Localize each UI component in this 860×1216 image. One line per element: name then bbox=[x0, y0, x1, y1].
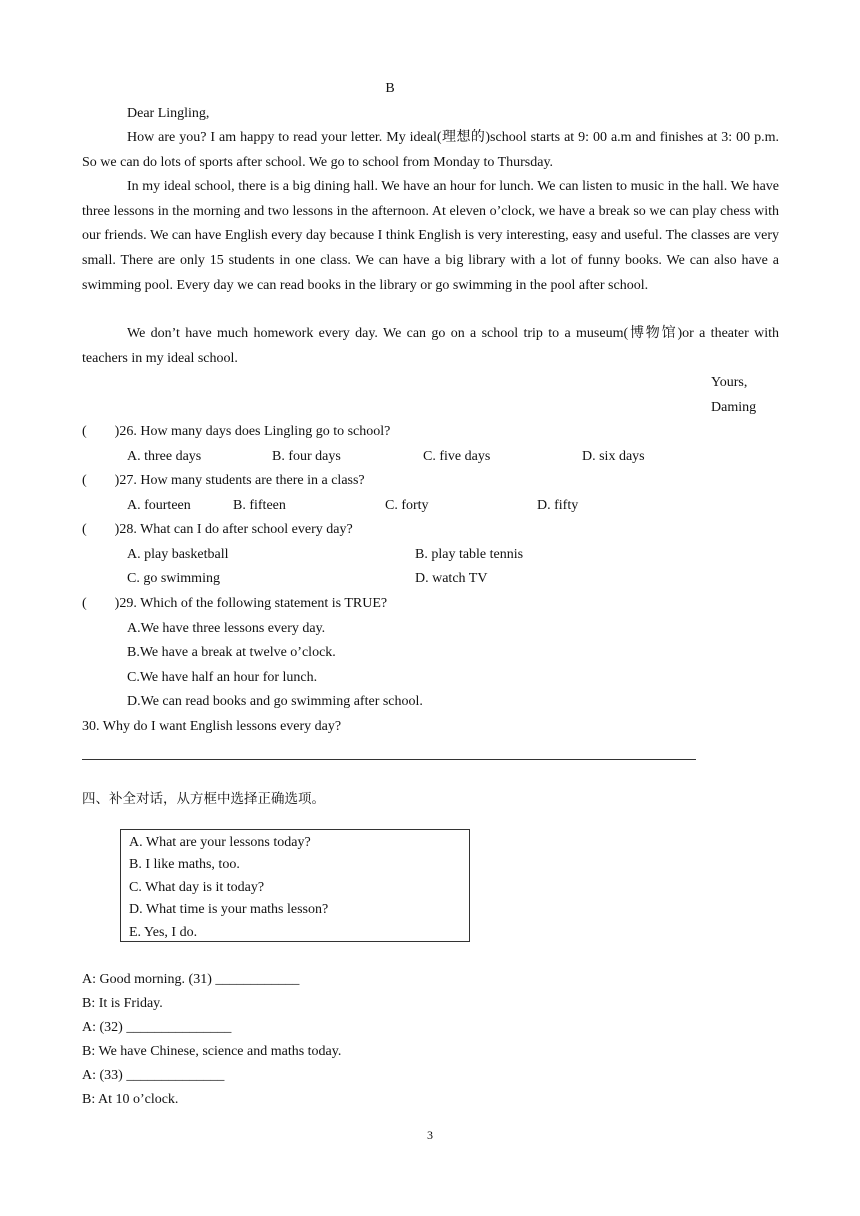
question-text: 29. Which of the following statement is TRUE? bbox=[119, 596, 388, 611]
box-item-e: E. Yes, I do. bbox=[129, 924, 198, 940]
box-item-a: A. What are your lessons today? bbox=[129, 835, 311, 850]
option-26-b: B. four days bbox=[272, 449, 341, 464]
option-29-a: A.We have three lessons every day. bbox=[127, 621, 326, 636]
options-box bbox=[120, 829, 470, 942]
option-27-c: C. forty bbox=[385, 498, 429, 513]
answer-bracket[interactable]: ( ) bbox=[82, 473, 120, 488]
option-27-b: B. fifteen bbox=[233, 498, 286, 513]
box-item-c: C. What day is it today? bbox=[129, 879, 265, 895]
dialogue-line-2: B: It is Friday. bbox=[82, 996, 163, 1011]
section-4-title: 四、补全对话，从方框中选择正确选项。 bbox=[82, 791, 325, 807]
letter-paragraph-3: We don’t have much homework every day. We can go on a school trip to a museum(博物馆)or a theater with teachers in my ideal school. bbox=[82, 326, 779, 366]
option-26-a: A. three days bbox=[127, 449, 202, 464]
option-27-a: A. fourteen bbox=[127, 498, 191, 513]
letter-paragraph-1: How are you? I am happy to read your letter. My ideal(理想的)school starts at 9: 00 a.m and finishes at 3: 00 p.m. So we can do lots of sports after school. We go to school from Monday to Thursday. bbox=[82, 130, 779, 170]
option-29-b: B.We have a break at twelve o’clock. bbox=[127, 645, 336, 660]
answer-bracket[interactable]: ( ) bbox=[82, 424, 120, 439]
option-29-d: D.We can read books and go swimming after school. bbox=[127, 694, 423, 709]
option-29-c: C.We have half an hour for lunch. bbox=[127, 670, 318, 685]
answer-bracket[interactable]: ( ) bbox=[82, 522, 120, 537]
option-28-d: D. watch TV bbox=[415, 571, 488, 586]
letter-closing: Yours, bbox=[711, 375, 748, 390]
question-text: 28. What can I do after school every day? bbox=[119, 522, 353, 537]
letter-paragraph-2: In my ideal school, there is a big dining hall. We have an hour for lunch. We can listen to music in the hall. We have three lessons in the morning and two lessons in the afternoon. At eleven o’clock, we have a break so we can play chess with our friends. We can have English every day because I think English is very interesting, easy and useful. The classes are very small. There are only 15 students in one class. We can have a big library with a lot of funny books. We can also have a swimming pool. Every day we can read books in the library or go swimming in the pool after school. bbox=[82, 179, 779, 293]
answer-line-30[interactable] bbox=[82, 759, 696, 760]
option-26-c: C. five days bbox=[423, 449, 491, 464]
question-27 bbox=[82, 469, 365, 494]
letter-greeting: Dear Lingling, bbox=[127, 106, 210, 121]
box-item-d: D. What time is your maths lesson? bbox=[129, 902, 329, 918]
question-text: 27. How many students are there in a class? bbox=[119, 473, 365, 488]
question-28 bbox=[82, 518, 353, 543]
box-item-b: B. I like maths, too. bbox=[129, 857, 240, 873]
question-30: 30. Why do I want English lessons every day? bbox=[82, 719, 342, 734]
page-number: 3 bbox=[427, 1128, 433, 1142]
question-29 bbox=[82, 592, 387, 617]
answer-bracket[interactable]: ( ) bbox=[82, 596, 120, 611]
question-text: 26. How many days does Lingling go to school? bbox=[119, 424, 391, 439]
dialogue-line-1: A: Good morning. (31) ____________ bbox=[82, 972, 300, 987]
option-28-b: B. play table tennis bbox=[415, 547, 524, 562]
option-27-d: D. fifty bbox=[537, 498, 579, 513]
letter-signature: Daming bbox=[711, 400, 757, 415]
option-28-c: C. go swimming bbox=[127, 571, 220, 586]
dialogue-line-6: B: At 10 o’clock. bbox=[82, 1092, 179, 1107]
option-26-d: D. six days bbox=[582, 449, 645, 464]
dialogue-line-4: B: We have Chinese, science and maths today. bbox=[82, 1044, 342, 1059]
option-28-a: A. play basketball bbox=[127, 547, 229, 562]
passage-label: B bbox=[385, 81, 395, 96]
dialogue-line-5: A: (33) ______________ bbox=[82, 1068, 225, 1083]
dialogue-line-3: A: (32) _______________ bbox=[82, 1020, 232, 1035]
question-26 bbox=[82, 420, 390, 445]
